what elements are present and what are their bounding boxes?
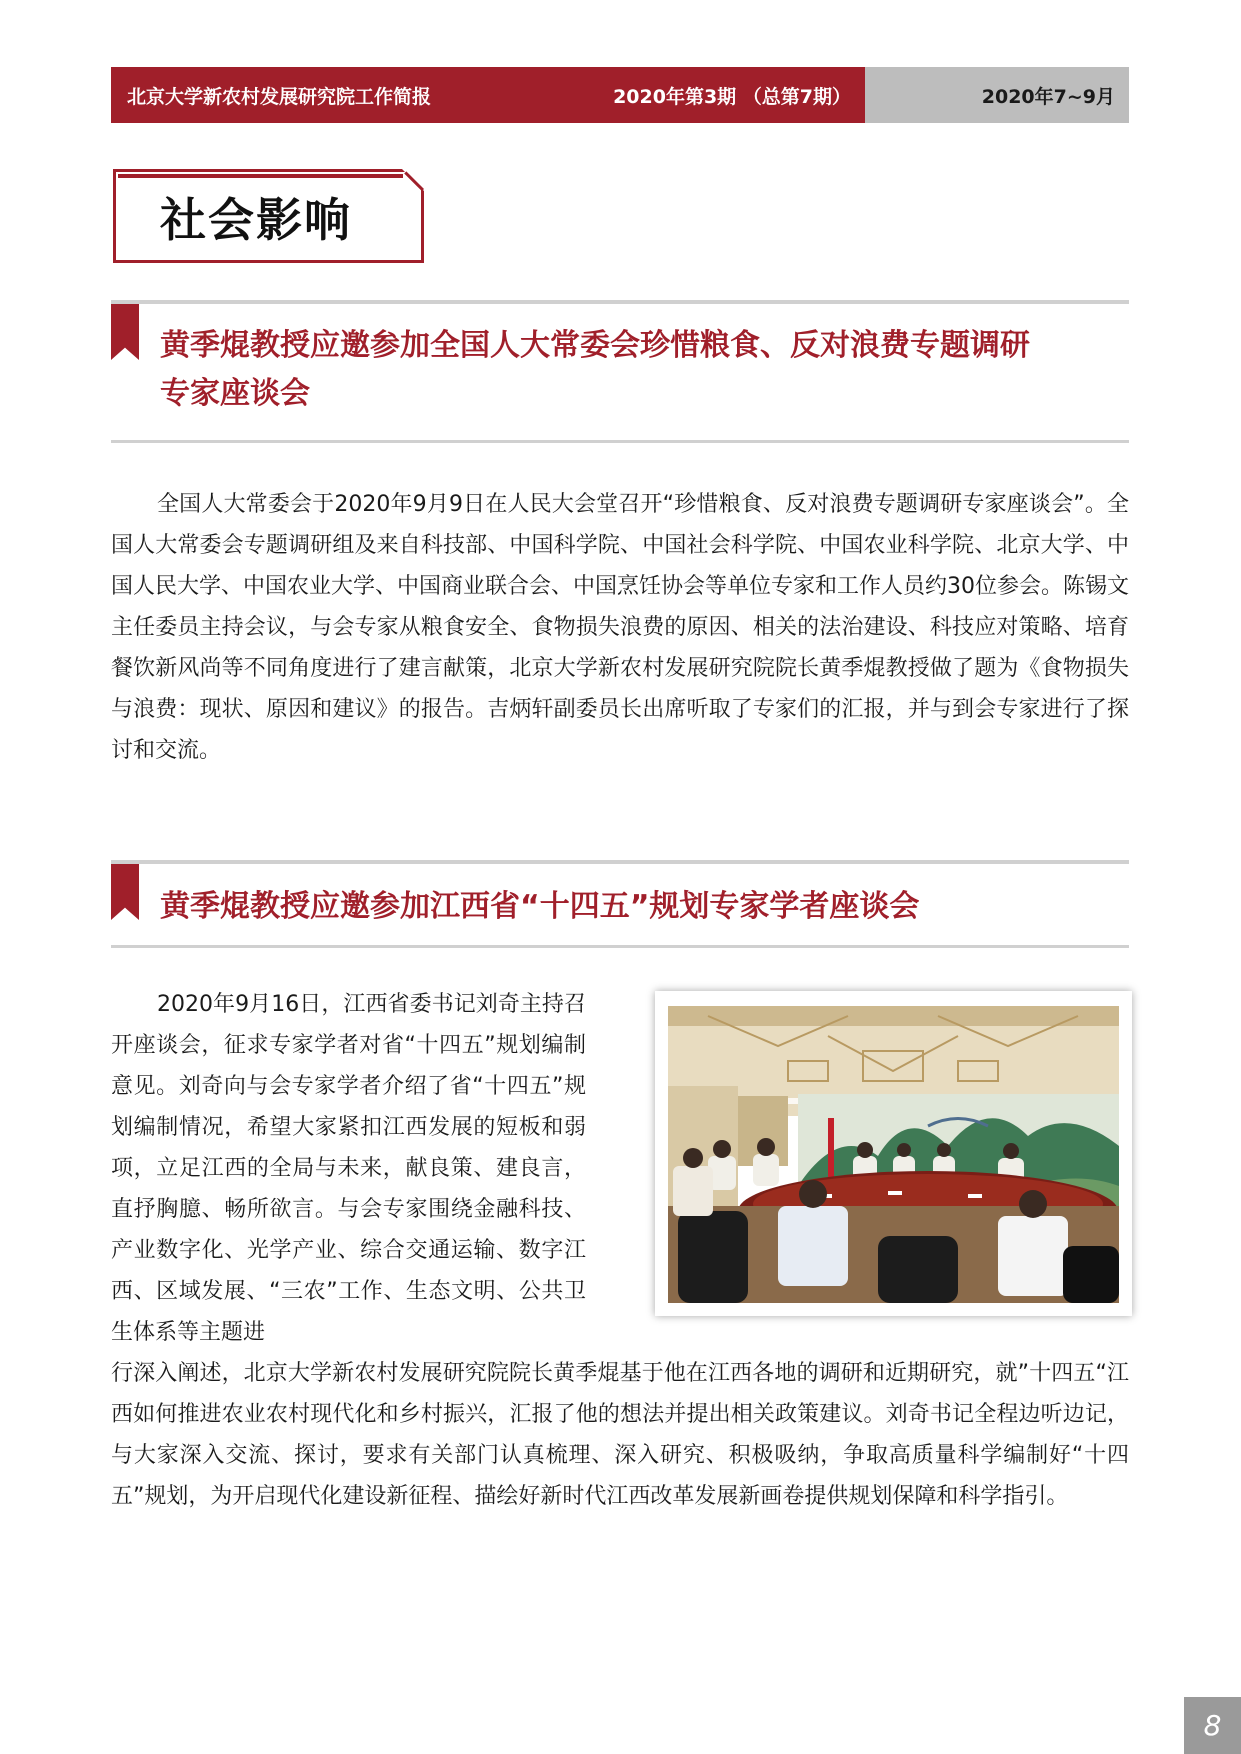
meeting-photo [668, 1006, 1119, 1303]
article2-top-rule [111, 860, 1129, 864]
article2-flag-icon [111, 864, 139, 920]
page-header [111, 67, 1129, 123]
section-title: 社会影响 [160, 193, 352, 247]
meeting-photo-frame [655, 991, 1132, 1316]
article1-title [160, 322, 1030, 418]
article1-title-line2: 专家座谈会 [160, 376, 310, 411]
newsletter-name: 北京大学新农村发展研究院工作简报 [127, 85, 432, 108]
article2-bottom-rule [111, 945, 1129, 948]
article1-top-rule [111, 300, 1129, 304]
article1-bottom-rule [111, 440, 1129, 443]
article1-flag-icon [111, 304, 139, 360]
article1-body: 全国人大常委会于2020年9月9日在人民大会堂召开“珍惜粮食、反对浪费专题调研专家座谈会”。全国人大常委会专题调研组及来自科技部、中国科学院、中国社会科学院、中国农业科学院、北京大学、中国人民大学、中国农业大学、中国商业联合会、中国烹饪协会等单位专家和工作人员约30位参会。陈锡文主任委员主持会议，与会专家从粮食安全、食物损失浪费的原因、相关的法治建设、科技应对策略、培育餐饮新风尚等不同角度进行了建言献策，北京大学新农村发展研究院院长黄季焜教授做了题为《食物损失与浪费：现状、原因和建议》的报告。吉炳轩副委员长出席听取了专家们的汇报，并与到会专家进行了探讨和交流。 [111, 492, 1129, 763]
article1-title-line1: 黄季焜教授应邀参加全国人大常委会珍惜粮食、反对浪费专题调研 [160, 328, 1030, 363]
header-gray-band [865, 67, 1129, 123]
article2-body-part2: 行深入阐述，北京大学新农村发展研究院院长黄季焜基于他在江西各地的调研和近期研究，就”十四五“江西如何推进农业农村现代化和乡村振兴，汇报了他的想法并提出相关政策建议。刘奇书记全程边听边记，与大家深入交流、探讨，要求有关部门认真梳理、深入研究、积极吸纳，争取高质量科学编制好“十四五”规划，为开启现代化建设新征程、描绘好新时代江西改革发展新画卷提供规划保障和科学指引。 [111, 1361, 1129, 1509]
issue-number: 2020年第3期 （总第7期） [613, 85, 851, 108]
section-title-box [113, 169, 424, 263]
page-number: 8 [1184, 1697, 1241, 1754]
header-red-band [111, 67, 865, 123]
article2-title: 黄季焜教授应邀参加江西省“十四五”规划专家学者座谈会 [160, 889, 920, 924]
issue-period: 2020年7~9月 [981, 85, 1115, 108]
article2-body-part1: 2020年9月16日，江西省委书记刘奇主持召开座谈会，征求专家学者对省“十四五”规划编制意见。刘奇向与会专家学者介绍了省“十四五”规划编制情况，希望大家紧扣江西发展的短板和弱项，立足江西的全局与未来，献良策、建良言，直抒胸臆、畅所欲言。与会专家围绕金融科技、产业数字化、光学产业、综合交通运输、数字江西、区域发展、“三农”工作、生态文明、公共卫生体系等主题进 [111, 992, 586, 1345]
